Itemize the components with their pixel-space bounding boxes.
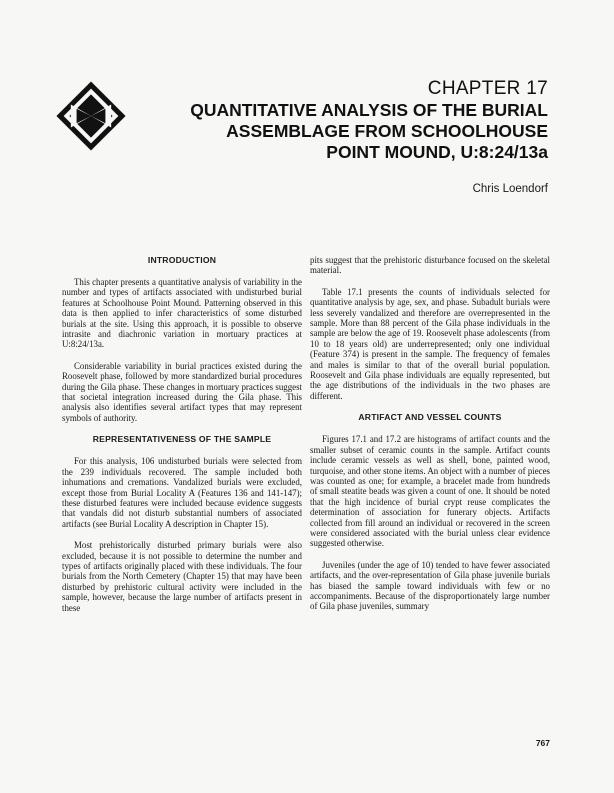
chapter-title-line-3: POINT MOUND, U:8:24/13a <box>326 142 548 162</box>
paragraph: This chapter presents a quantitative analysis of variability in the number and types of artifacts associated with undisturbed burial features at Schoolhouse Point Mound. Patterning observed in this data is then applied to infer characteristics of some disturbed burials at the site. Using this approach, it is possible to observe intrasite and diachronic variation in mortuary practices at U:8:24/13a. <box>62 277 302 350</box>
paragraph: Table 17.1 presents the counts of individuals selected for quantitative analysis by age, sex, and phase. Subadult burials were less severely vandalized and therefore are overrepresented in the sample. More than 88 percent of the Gila phase individuals in the sample are below the age of 19. Roosevelt phase adolescents (from 10 to 18 years old) are underrepresented; only one individual (Feature 374) is present in the sample. The frequency of females and males is similar to that of the overall burial population. Roosevelt and Gila phase individuals are equally represented, but the age distributions of the individuals in the two phases are different. <box>310 286 550 401</box>
publisher-logo <box>55 80 127 152</box>
paragraph-continued: pits suggest that the prehistoric disturbance focused on the skeletal material. <box>310 255 550 276</box>
chapter-number: CHAPTER 17 <box>427 78 548 99</box>
paragraph: Figures 17.1 and 17.2 are histograms of artifact counts and the smaller subset of ceramic counts in the sample. Artifact counts include ceramic vessels as well as shell, bone, painted wood, turquoise, and other stone items. An object with a number of pieces was counted as one; for example, a bracelet made from hundreds of small steatite beads was given a count of one. It should be noted that the high incidence of burial crypt reuse complicates the determination of association for funerary objects. Artifacts collected from fill around an individual or recovered in the screen were considered associated with the burial unless clear evidence suggested otherwise. <box>310 434 550 549</box>
paragraph: Considerable variability in burial practices existed during the Roosevelt phase, followed by more standardized burial procedures during the Gila phase. These changes in mortuary practices suggest that societal integration increased during the Gila phase. This analysis also identifies several artifact types that may represent symbols of authority. <box>62 360 302 423</box>
chapter-heading <box>190 78 548 163</box>
author-name: Chris Loendorf <box>472 183 548 195</box>
paragraph: For this analysis, 106 undisturbed burials were selected from the 239 individuals recovered. The sample included both inhumations and cremations. Vandalized burials were excluded, except those from Burial Locality A (Features 136 and 141-147); these disturbed features were included because evidence suggests that vandals did not disturb substantial numbers of associated artifacts (see Burial Locality A description in Chapter 15). <box>62 456 302 529</box>
section-heading-introduction: INTRODUCTION <box>147 255 217 265</box>
section-heading-representativeness: REPRESENTATIVENESS OF THE SAMPLE <box>92 434 272 445</box>
page-number: 767 <box>535 738 550 748</box>
chapter-title-line-2: ASSEMBLAGE FROM SCHOOLHOUSE <box>226 121 548 141</box>
paragraph: Juveniles (under the age of 10) tended to have fewer associated artifacts, and the over-representation of Gila phase juvenile burials has biased the sample toward individuals with few or no accompaniments. Because of the disproportionately large number of Gila phase juveniles, summary <box>310 559 550 612</box>
left-column <box>62 255 302 624</box>
paragraph: Most prehistorically disturbed primary burials were also excluded, because it is not possible to determine the number and types of artifacts originally placed with these individuals. The four burials from the North Cemetery (Chapter 15) that may have been disturbed by prehistoric cultural activity were included in the sample, however, because the large number of artifacts present in these <box>62 540 302 613</box>
right-column <box>310 255 550 623</box>
section-heading-artifact-counts: ARTIFACT AND VESSEL COUNTS <box>358 412 502 423</box>
chapter-title-line-1: QUANTITATIVE ANALYSIS OF THE BURIAL <box>190 100 548 120</box>
